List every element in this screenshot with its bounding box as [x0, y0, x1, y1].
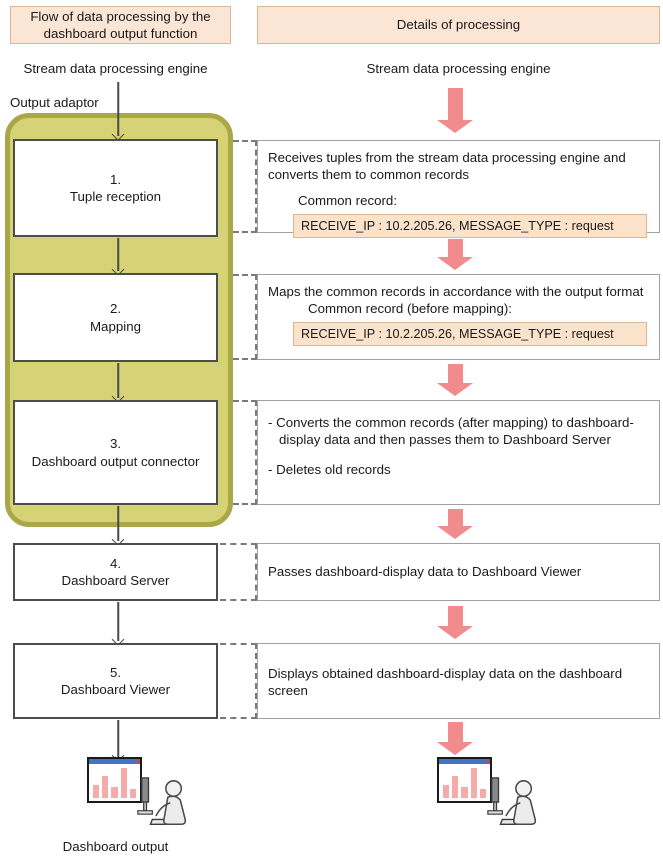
dashed-connector-step3: [233, 400, 257, 505]
dashed-connector-step2: [233, 274, 257, 360]
common-record-value: RECEIVE_IP : 10.2.205.26, MESSAGE_TYPE : request: [293, 322, 647, 346]
process-arrow-detail4-to-detail5: [437, 606, 473, 639]
arrow-step5-to-output: [111, 720, 125, 760]
stream-engine-label-right: Stream data processing engine: [366, 61, 551, 76]
dashboard-output-label: Dashboard output: [62, 839, 169, 854]
step-box-dashboard-server: [13, 543, 218, 601]
details-column-header-label: Details of processing: [396, 17, 521, 33]
step-name: Dashboard output connector: [31, 453, 200, 469]
step-number: 2.: [109, 301, 122, 317]
step-box-dashboard-output-connector: [13, 400, 218, 505]
detail-box-dashboard-viewer: [257, 643, 660, 719]
person-at-computer-icon: [133, 776, 191, 832]
bar-chart-icon: [93, 767, 136, 798]
common-record-label: Common record:: [298, 193, 398, 209]
process-arrow-detail5-to-output: [437, 722, 473, 755]
bar-chart-icon: [443, 767, 486, 798]
arrow-step3-to-step4: [111, 506, 125, 544]
step-name: Dashboard Viewer: [60, 682, 171, 697]
monitor-titlebar: [89, 759, 140, 764]
flow-column-header-label: Flow of data processing by the dashboard output function: [30, 8, 211, 41]
step-box-tuple-reception: [13, 139, 218, 237]
detail-text: Receives tuples from the stream data processing engine and converts them to common records: [268, 150, 626, 183]
arrow-engine-to-step1: [111, 82, 125, 139]
detail-box-tuple-reception: [257, 140, 660, 233]
process-arrow-engine-to-detail1: [437, 88, 473, 133]
arrow-step1-to-step2: [111, 238, 125, 274]
detail-text: Maps the common records in accordance with the output format: [268, 284, 644, 299]
step-name: Mapping: [89, 318, 141, 334]
step-box-dashboard-viewer: [13, 643, 218, 719]
step-name: Tuple reception: [69, 189, 162, 204]
detail-text: Passes dashboard-display data to Dashboard Viewer: [268, 564, 582, 580]
detail-bullet: - Converts the common records (after mapping) to dashboard-display data and then passes them to Dashboard Server: [268, 415, 634, 448]
detail-bullet: - Deletes old records: [268, 462, 391, 478]
step-number: 4.: [109, 555, 122, 571]
step-number: 5.: [109, 664, 122, 680]
flow-column-header: [10, 6, 231, 44]
step-name: Dashboard Server: [61, 573, 170, 588]
step-number: 3.: [109, 436, 122, 452]
detail-text: Displays obtained dashboard-display data on the dashboard screen: [268, 666, 623, 699]
monitor-close-icon: [486, 760, 489, 763]
process-arrow-detail2-to-detail3: [437, 364, 473, 396]
common-record-label: Common record (before mapping):: [308, 301, 512, 317]
process-arrow-detail3-to-detail4: [437, 509, 473, 539]
dashed-connector-step4: [220, 543, 257, 601]
detail-box-mapping: [257, 274, 660, 360]
arrow-step4-to-step5: [111, 602, 125, 644]
arrow-step2-to-step3: [111, 363, 125, 401]
common-record-value: RECEIVE_IP : 10.2.205.26, MESSAGE_TYPE : request: [293, 214, 647, 238]
details-column-header: [257, 6, 660, 44]
output-adaptor-label: Output adaptor: [10, 95, 99, 110]
person-at-computer-icon: [483, 776, 541, 832]
monitor-titlebar: [439, 759, 490, 764]
step-number: 1.: [109, 171, 122, 187]
process-arrow-detail1-to-detail2: [437, 239, 473, 270]
detail-box-dashboard-output-connector: [257, 400, 660, 505]
stream-engine-label-left: Stream data processing engine: [23, 61, 208, 76]
detail-box-dashboard-server: [257, 543, 660, 601]
dashed-connector-step1: [233, 140, 257, 233]
monitor-close-icon: [136, 760, 139, 763]
dashed-connector-step5: [220, 643, 257, 719]
step-box-mapping: [13, 273, 218, 362]
